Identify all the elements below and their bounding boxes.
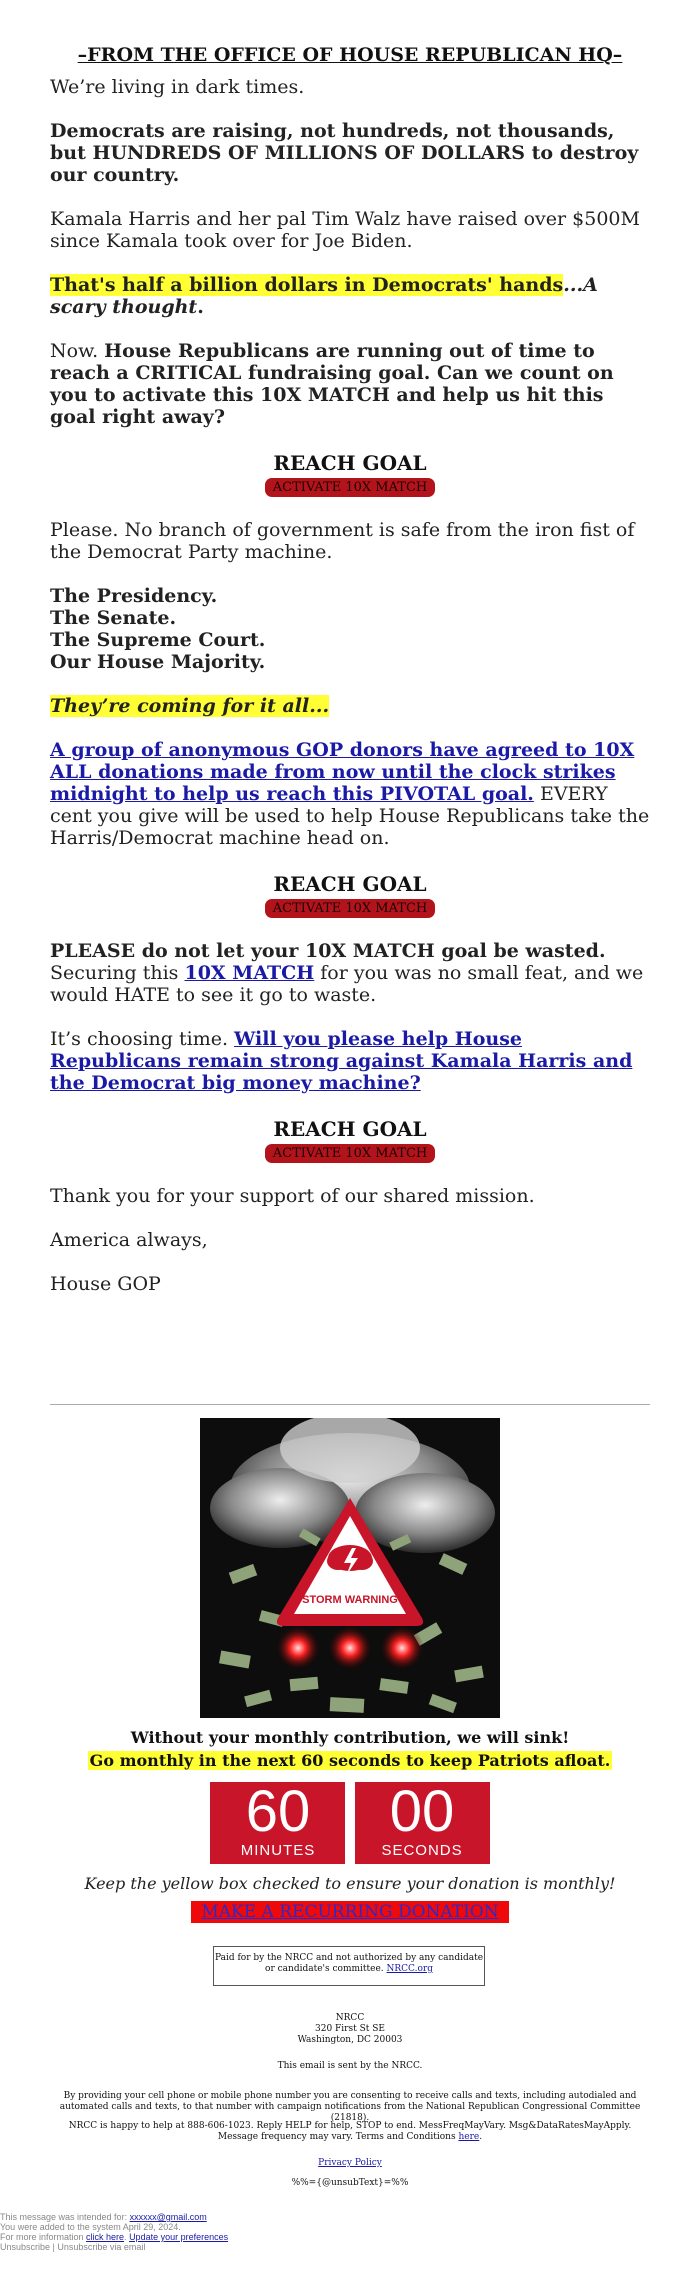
reach-goal-title: REACH GOAL xyxy=(273,1117,427,1141)
raising-text: Democrats are raising, not hundreds, not thousands, but HUNDREDS OF MILLIONS OF DOLLARS to destroy our country. xyxy=(50,120,639,186)
reach-goal-title: REACH GOAL xyxy=(273,451,427,475)
branch-text: Please. No branch of government is safe from the iron fist of the Democrat Party machine. xyxy=(50,519,635,563)
branches-list xyxy=(50,585,650,673)
reach-goal-block-2 xyxy=(50,871,650,918)
half-billion-highlight: That's half a billion dollars in Democrats' hands xyxy=(50,274,564,296)
added-line: You were added to the system April 29, 2024. xyxy=(0,2222,181,2232)
activate-match-button[interactable]: ACTIVATE 10X MATCH xyxy=(265,1144,436,1163)
more-info-line xyxy=(0,2232,228,2242)
list-item-presidency: The Presidency. xyxy=(50,585,218,607)
choosing-paragraph xyxy=(50,1028,650,1094)
minutes-box xyxy=(210,1779,345,1864)
minutes-label: MINUTES xyxy=(240,1842,316,1859)
sink-text: Without your monthly contribution, we will sink! xyxy=(130,1728,570,1747)
now-bold-text: House Republicans are running out of time to reach a CRITICAL fundraising goal. Can we count on you to activate this 10X MATCH and help us hit this goal right away? xyxy=(50,340,614,428)
divider xyxy=(50,1404,650,1405)
activate-match-button[interactable]: ACTIVATE 10X MATCH xyxy=(265,478,436,497)
coming-highlight: They’re coming for it all... xyxy=(50,695,330,717)
intro-text: We’re living in dark times. xyxy=(50,76,305,98)
thanks-text: Thank you for your support of our shared mission. xyxy=(50,1185,535,1207)
list-item-house: Our House Majority. xyxy=(50,651,266,673)
list-item-senate: The Senate. xyxy=(50,607,177,629)
activate-match-button[interactable]: ACTIVATE 10X MATCH xyxy=(265,899,436,918)
click-here-link[interactable]: click here xyxy=(86,2232,125,2242)
email-header: –FROM THE OFFICE OF HOUSE REPUBLICAN HQ– xyxy=(77,44,623,66)
terms-here-link[interactable]: here xyxy=(458,2132,480,2142)
unsubscribe-line xyxy=(0,2242,228,2252)
paid-for-box xyxy=(213,1946,485,1986)
america-text: America always, xyxy=(50,1229,208,1251)
securing-text-a: Securing this xyxy=(50,962,185,984)
seconds-box xyxy=(355,1779,490,1864)
consent-text: By providing your cell phone or mobile phone number you are consenting to receive calls and texts, including autodialed and automated calls and texts, to that number with campaign notifications from the National Republican Congressional Committee (21818). xyxy=(59,2091,641,2123)
signature: House GOP xyxy=(50,1273,161,1295)
reach-goal-block-3 xyxy=(50,1116,650,1163)
donors-link[interactable]: A group of anonymous GOP donors have agreed to 10X ALL donations made from now until the clock strikes midnight to help us reach this PIVOTAL goal. xyxy=(50,739,635,805)
recurring-donation-button[interactable]: MAKE A RECURRING DONATION xyxy=(191,1901,508,1923)
help-period: . xyxy=(479,2132,483,2142)
help-text: NRCC is happy to help at 888-606-1023. Reply HELP for help, STOP to end. MessFreqMayVary. Msg&DataRatesMayApply. Message frequency may vary. Terms and Conditions xyxy=(68,2121,632,2142)
reach-goal-title: REACH GOAL xyxy=(273,872,427,896)
intended-email-link[interactable]: xxxxxx@gmail.com xyxy=(129,2212,207,2222)
please-not-text: PLEASE do not let your 10X MATCH goal be wasted. xyxy=(50,940,606,962)
choosing-text: It’s choosing time. xyxy=(50,1028,235,1050)
match-link[interactable]: 10X MATCH xyxy=(184,962,315,984)
seconds-label: SECONDS xyxy=(381,1842,463,1859)
address-line-3: Washington, DC 20003 xyxy=(297,2035,403,2045)
half-billion-paragraph xyxy=(50,274,650,318)
now-lead: Now. xyxy=(50,340,105,362)
now-paragraph xyxy=(50,340,650,428)
storm-warning-label: STORM WARNING xyxy=(302,1594,398,1606)
unsub-template-tag: %%={@unsubText}=%% xyxy=(291,2178,409,2188)
address-line-2: 320 First St SE xyxy=(315,2024,385,2034)
seconds-value: 00 xyxy=(389,1779,455,1844)
sent-by-text: This email is sent by the NRCC. xyxy=(277,2061,423,2071)
update-preferences-link[interactable]: Update your preferences xyxy=(129,2232,229,2242)
intended-label: This message was intended for: xyxy=(0,2212,130,2222)
scary-thought: ...A scary thought xyxy=(50,274,598,318)
keep-yellow-text: Keep the yellow box checked to ensure your donation is monthly! xyxy=(84,1874,616,1893)
nrcc-link[interactable]: NRCC.org xyxy=(386,1964,433,1974)
storm-illustration xyxy=(200,1418,500,1718)
storm-warning-image[interactable] xyxy=(200,1418,500,1718)
list-item-supreme-court: The Supreme Court. xyxy=(50,629,266,651)
every-cent-text: EVERY cent you give will be used to help House Republicans take the Harris/Democrat machine head on. xyxy=(50,783,650,849)
address-block xyxy=(0,2013,700,2046)
paid-for-text: Paid for by the NRCC and not authorized by any candidate or candidate's committee. xyxy=(214,1953,484,1974)
siren-lights xyxy=(276,1626,424,1670)
countdown-timer xyxy=(0,1779,700,1864)
raised-text: Kamala Harris and her pal Tim Walz have raised over $500M since Kamala took over for Joe Biden. xyxy=(50,208,640,252)
more-info-sep: . xyxy=(124,2232,130,2242)
more-info-label: For more information xyxy=(0,2232,87,2242)
minutes-value: 60 xyxy=(245,1779,311,1844)
email-body xyxy=(50,0,650,1295)
unsub-separator: | xyxy=(50,2242,58,2252)
help-paragraph xyxy=(50,2121,650,2143)
intended-line xyxy=(0,2212,228,2222)
privacy-policy-link[interactable]: Privacy Policy xyxy=(318,2158,382,2168)
reach-goal-block-1 xyxy=(50,450,650,497)
coming-paragraph xyxy=(50,695,650,717)
unsubscribe-link[interactable]: Unsubscribe xyxy=(0,2242,51,2252)
go-monthly-line xyxy=(0,1751,700,1770)
donors-paragraph xyxy=(50,739,650,849)
privacy-row xyxy=(0,2158,700,2169)
scary-period: . xyxy=(197,296,204,318)
securing-text-b: for you was no small feat, and we would HATE to see it go to waste. xyxy=(50,962,644,1006)
footer xyxy=(0,2212,228,2252)
wasted-paragraph xyxy=(50,940,650,1006)
will-you-link[interactable]: Will you please help House Republicans remain strong against Kamala Harris and the Democrat big money machine? xyxy=(50,1028,633,1094)
unsubscribe-email-link[interactable]: Unsubscribe via email xyxy=(57,2242,146,2252)
go-monthly-highlight: Go monthly in the next 60 seconds to keep Patriots afloat. xyxy=(89,1751,611,1770)
address-line-1: NRCC xyxy=(335,2013,365,2023)
recurring-donation-row xyxy=(0,1901,700,1923)
